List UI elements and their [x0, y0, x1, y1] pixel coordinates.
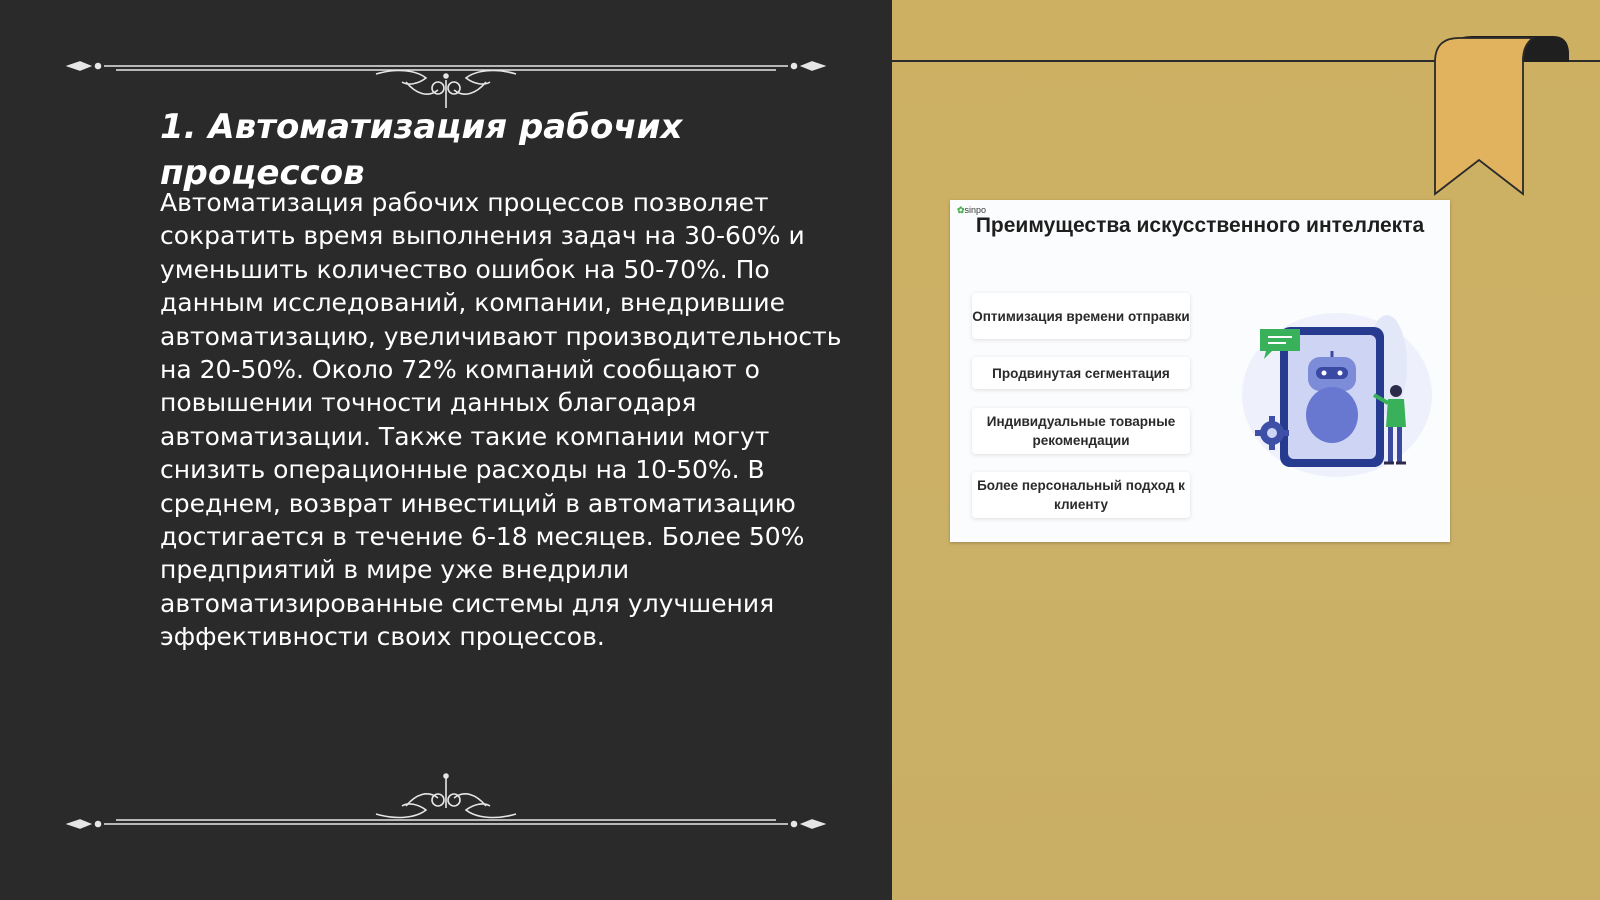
advantage-item: Оптимизация времени отправки — [972, 293, 1190, 339]
ornament-divider-icon — [66, 52, 826, 112]
advantage-item: Более персональный подход к клиенту — [972, 472, 1190, 518]
robot-phone-illustration-icon — [1222, 295, 1442, 485]
slide-body-text: Автоматизация рабочих процессов позволяет сократить время выполнения задач на 30-60% и уменьшить количество ошибок на 50-70%. По данным исследований, компании, внедрившие автоматизацию, увеличивают производительность на 20-50%. Около 72% компаний сообщают о повышении точности данных благодаря автоматизации. Также такие компании могут снизить операционные расходы на 10-50%. В среднем, возврат инвестиций в автоматизацию достигается в течение 6-18 месяцев. Более 50% предприятий в мире уже внедрили автоматизированные системы для улучшения эффективности своих процессов. — [160, 188, 842, 652]
card-title: Преимущества искусственного интеллекта — [975, 214, 1425, 237]
advantage-item: Продвинутая сегментация — [972, 357, 1190, 389]
brand-logo: ✿sinpo — [957, 205, 987, 215]
ai-advantages-card — [950, 200, 1450, 542]
slide-title: 1. Автоматизация рабочих процессов — [160, 107, 683, 193]
ornament-divider-icon — [66, 772, 826, 832]
bookmark-icon — [1433, 34, 1573, 200]
advantage-item: Индивидуальные товарные рекомендации — [972, 408, 1190, 454]
